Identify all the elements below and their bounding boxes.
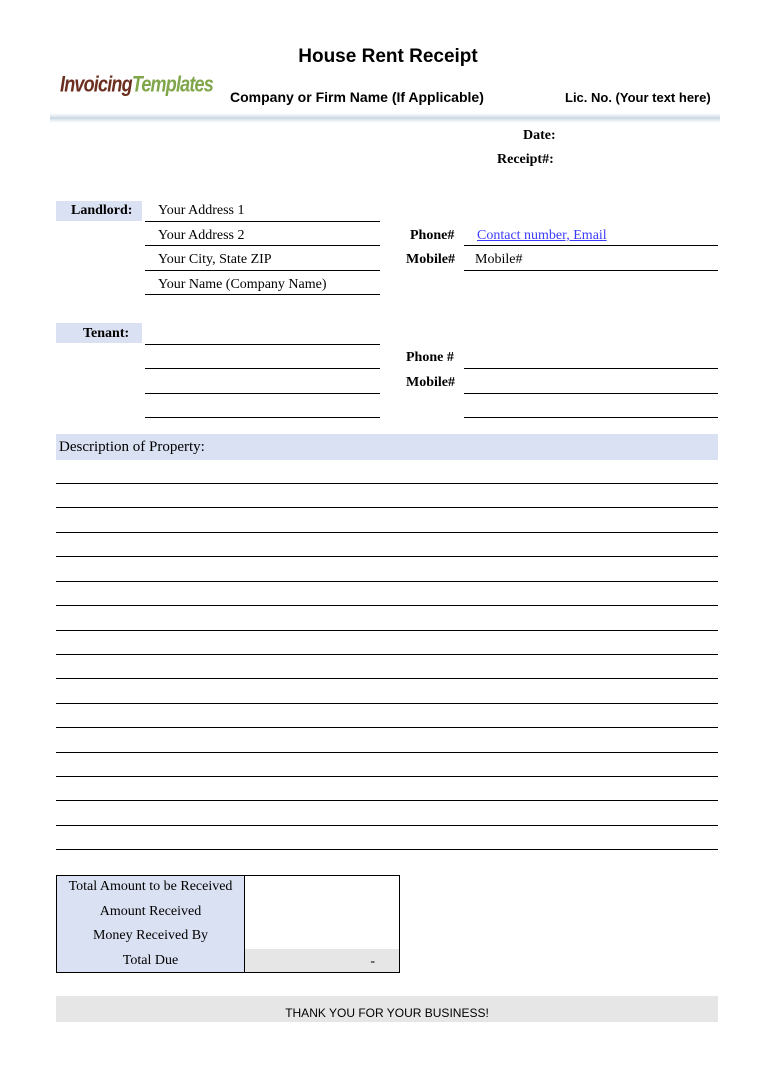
tenant-label: Tenant: bbox=[83, 326, 130, 341]
tenant-line-3[interactable] bbox=[145, 393, 380, 394]
landlord-line-2 bbox=[145, 245, 380, 246]
property-line[interactable] bbox=[56, 752, 718, 753]
landlord-line-4 bbox=[145, 294, 380, 295]
money-received-by-label: Money Received By bbox=[92, 928, 209, 943]
tenant-line-4[interactable] bbox=[145, 417, 380, 418]
tenant-extra-line[interactable] bbox=[464, 417, 718, 418]
logo-text-part2: Templates bbox=[131, 71, 213, 97]
tenant-phone-line[interactable] bbox=[464, 368, 718, 369]
amount-received-label: Amount Received bbox=[99, 904, 202, 919]
landlord-mobile-value[interactable]: Mobile# bbox=[475, 252, 523, 267]
tenant-line-1[interactable] bbox=[145, 344, 380, 345]
property-line[interactable] bbox=[56, 630, 718, 631]
property-line[interactable] bbox=[56, 703, 718, 704]
landlord-line-1 bbox=[145, 221, 380, 222]
thank-you-banner: THANK YOU FOR YOUR BUSINESS! bbox=[56, 996, 718, 1022]
receipt-number-label: Receipt#: bbox=[497, 152, 554, 167]
landlord-line-3 bbox=[145, 270, 380, 271]
property-line[interactable] bbox=[56, 727, 718, 728]
landlord-mobile-line bbox=[464, 270, 718, 271]
landlord-phone-link[interactable]: Contact number, Email bbox=[477, 228, 607, 243]
landlord-address-1[interactable]: Your Address 1 bbox=[158, 203, 245, 218]
property-line[interactable] bbox=[56, 678, 718, 679]
total-amount-label: Total Amount to be Received bbox=[68, 879, 233, 894]
property-line[interactable] bbox=[56, 800, 718, 801]
tenant-phone-label: Phone # bbox=[406, 350, 454, 365]
license-number: Lic. No. (Your text here) bbox=[565, 90, 711, 105]
property-line[interactable] bbox=[56, 849, 718, 850]
company-logo bbox=[60, 71, 213, 97]
property-line[interactable] bbox=[56, 483, 718, 484]
payment-summary-table bbox=[56, 875, 400, 973]
property-line[interactable] bbox=[56, 654, 718, 655]
landlord-mobile-label: Mobile# bbox=[406, 252, 455, 267]
total-due-value: - bbox=[370, 954, 375, 969]
tenant-line-2[interactable] bbox=[145, 368, 380, 369]
landlord-city-state-zip[interactable]: Your City, State ZIP bbox=[158, 252, 272, 267]
logo-text-part1: Invoicing bbox=[60, 71, 132, 97]
property-line[interactable] bbox=[56, 776, 718, 777]
property-line[interactable] bbox=[56, 581, 718, 582]
total-due-label: Total Due bbox=[122, 953, 179, 968]
tenant-mobile-line[interactable] bbox=[464, 393, 718, 394]
property-line[interactable] bbox=[56, 507, 718, 508]
total-due-cell bbox=[245, 949, 399, 972]
date-label: Date: bbox=[523, 128, 556, 143]
landlord-label: Landlord: bbox=[71, 203, 133, 218]
header-divider bbox=[50, 113, 720, 123]
landlord-address-2[interactable]: Your Address 2 bbox=[158, 228, 245, 243]
landlord-name[interactable]: Your Name (Company Name) bbox=[158, 277, 327, 292]
tenant-mobile-label: Mobile# bbox=[406, 375, 455, 390]
landlord-phone-label: Phone# bbox=[410, 228, 455, 243]
property-line[interactable] bbox=[56, 556, 718, 557]
property-description-label: Description of Property: bbox=[59, 439, 205, 455]
property-line[interactable] bbox=[56, 825, 718, 826]
receipt-title: House Rent Receipt bbox=[298, 46, 478, 67]
property-line[interactable] bbox=[56, 532, 718, 533]
landlord-phone-line bbox=[464, 245, 718, 246]
company-name: Company or Firm Name (If Applicable) bbox=[230, 89, 484, 105]
property-line[interactable] bbox=[56, 605, 718, 606]
